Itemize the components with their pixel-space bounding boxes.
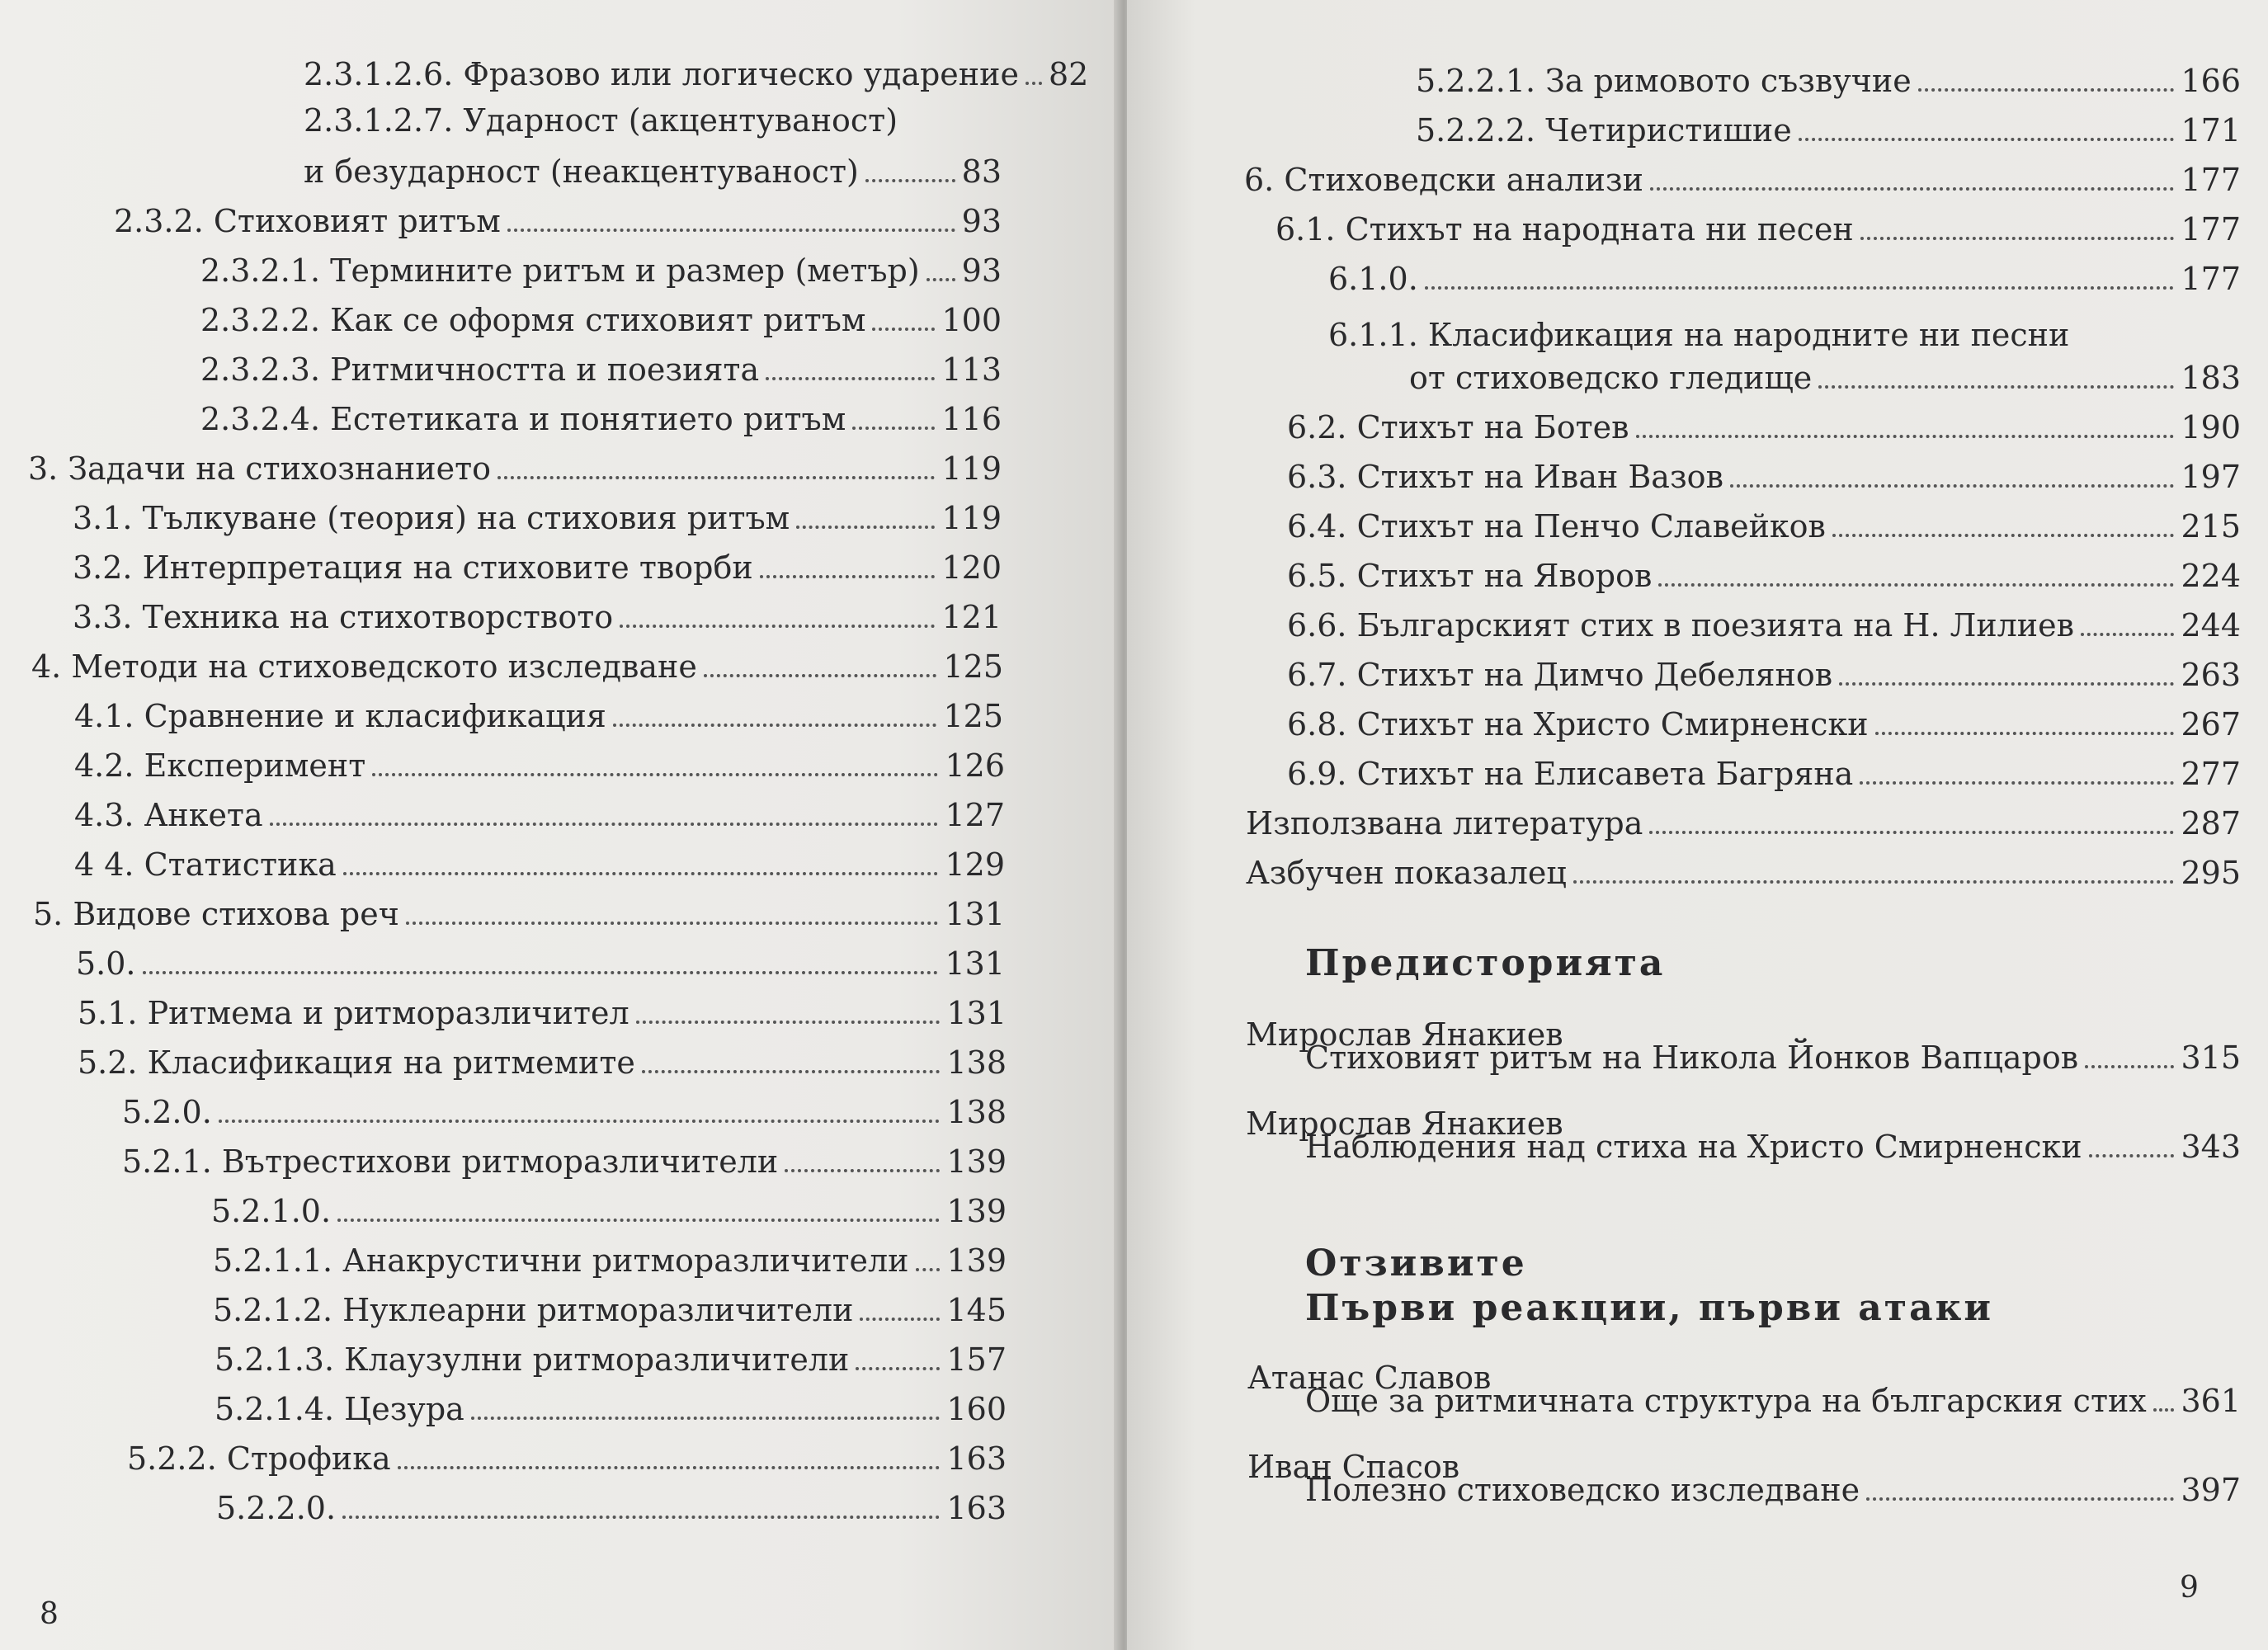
toc-entry — [200, 289, 1002, 338]
toc-entry-title: 5.2.1.3. Клаузулни ритморазличители — [215, 1341, 850, 1379]
toc-entry-page: 116 — [941, 401, 1002, 438]
leader-dots — [219, 1120, 941, 1123]
toc-entry-title: 2.3.2.3. Ритмичността и поезията — [200, 351, 760, 389]
toc-entry-page: 287 — [2181, 805, 2241, 842]
leader-dots — [2085, 1065, 2174, 1068]
leader-dots — [865, 179, 955, 182]
toc-entry-title: 4.1. Сравнение и класификация — [74, 698, 606, 735]
toc-entry — [1287, 396, 2241, 446]
toc-entry — [1287, 544, 2241, 594]
author-name: Атанас Славов — [1247, 1360, 1492, 1396]
toc-entry-page: 197 — [2181, 459, 2241, 496]
leader-dots — [337, 1219, 940, 1222]
toc-entry-page: 139 — [946, 1193, 1007, 1230]
toc-entry — [1287, 446, 2241, 495]
toc-entry-page: 315 — [2181, 1040, 2241, 1077]
toc-entry-page: 138 — [946, 1094, 1007, 1131]
toc-entry — [74, 685, 1003, 734]
leader-dots — [856, 1367, 940, 1370]
toc-entry-page: 138 — [946, 1044, 1007, 1082]
toc-entry — [1287, 742, 2241, 792]
leader-dots — [2089, 1154, 2175, 1157]
toc-entry-page: 277 — [2181, 756, 2241, 793]
toc-entry-page: 224 — [2181, 558, 2241, 595]
toc-entry-title: Полезно стиховедско изследване — [1305, 1472, 1860, 1509]
toc-entry-title: 3.3. Техника на стихотворството — [73, 599, 614, 636]
toc-entry — [1416, 50, 2241, 99]
toc-entry — [200, 239, 1002, 289]
toc-entry — [1287, 644, 2241, 693]
toc-entry-title: 5. Видове стихова реч — [33, 896, 399, 933]
leader-dots — [642, 1070, 941, 1073]
toc-entry — [1305, 1459, 2241, 1508]
toc-entry-page: 83 — [961, 153, 1002, 191]
toc-entry-title: Наблюдения над стиха на Христо Смирненски — [1305, 1129, 2082, 1166]
leader-dots — [2153, 1408, 2175, 1412]
toc-entry-title: 5.2.2.0. — [216, 1490, 337, 1527]
leader-dots — [766, 377, 935, 380]
leader-dots — [1658, 583, 2174, 587]
toc-entry — [28, 437, 1002, 487]
leader-dots — [497, 476, 935, 479]
leader-dots — [1730, 484, 2175, 488]
toc-entry-title: 2.3.1.2.7. Ударност (акцентуваност) — [304, 102, 898, 139]
toc-entry-title: 6. Стиховедски анализи — [1244, 162, 1643, 199]
toc-entry-title: 4. Методи на стиховедското изследване — [31, 648, 697, 686]
toc-entry — [213, 1279, 1007, 1328]
toc-entry-page: 215 — [2181, 508, 2241, 545]
leader-dots — [1839, 682, 2174, 686]
toc-entry-page: 131 — [946, 995, 1007, 1032]
toc-entry — [215, 1378, 1007, 1427]
author-name: Мирослав Янакиев — [1246, 1016, 1563, 1053]
toc-entry-title: 5.2. Класификация на ритмемите — [78, 1044, 635, 1082]
leader-dots — [342, 1516, 940, 1519]
leader-dots — [785, 1169, 940, 1172]
toc-entry-title: 6.2. Стихът на Ботев — [1287, 409, 1629, 446]
toc-entry-page: 139 — [946, 1242, 1007, 1280]
section-title-reviews: Отзивите — [1305, 1242, 1527, 1285]
toc-entry-title: 2.3.1.2.6. Фразово или логическо ударение — [304, 56, 1019, 93]
toc-entry-page: 93 — [961, 203, 1002, 240]
leader-dots — [1818, 385, 2174, 389]
toc-entry — [127, 1427, 1007, 1477]
toc-entry-page: 295 — [2181, 855, 2241, 892]
toc-entry-page: 244 — [2181, 607, 2241, 644]
toc-entry — [1246, 842, 2241, 891]
leader-dots — [1799, 138, 2175, 141]
toc-entry — [74, 833, 1005, 883]
toc-entry-title: 5.2.1. Вътрестихови ритморазличители — [122, 1143, 779, 1181]
toc-entry — [1305, 1026, 2241, 1076]
toc-entry-page: 361 — [2181, 1383, 2241, 1420]
leader-dots — [1860, 237, 2175, 240]
toc-entry-page: 171 — [2181, 112, 2241, 149]
toc-entry — [73, 487, 1002, 536]
toc-entry-page: 131 — [945, 945, 1005, 983]
toc-entry-title: 4.3. Анкета — [74, 797, 263, 834]
toc-entry-page: 126 — [945, 747, 1005, 785]
section-title-prehistory: Предисторията — [1305, 942, 1666, 984]
toc-entry-page: 82 — [1048, 56, 1089, 93]
toc-entry-title: 4.2. Експеримент — [74, 747, 366, 785]
leader-dots — [1636, 435, 2175, 438]
toc-entry-title: 6.4. Стихът на Пенчо Славейков — [1287, 508, 1826, 545]
toc-entry — [114, 190, 1002, 239]
leader-dots — [1832, 534, 2175, 537]
leader-dots — [398, 1466, 941, 1469]
toc-entry — [304, 140, 1002, 190]
toc-entry-page: 93 — [961, 252, 1002, 290]
toc-entry-title: 6.9. Стихът на Елисавета Багряна — [1287, 756, 1854, 793]
leader-dots — [1866, 1497, 2174, 1501]
toc-entry-title: 6.3. Стихът на Иван Вазов — [1287, 459, 1723, 496]
toc-entry — [122, 1130, 1007, 1180]
leader-dots — [507, 229, 955, 232]
leader-dots — [860, 1318, 940, 1321]
toc-entry — [1244, 148, 2241, 198]
leader-dots — [872, 328, 935, 331]
toc-entry-page: 190 — [2181, 409, 2241, 446]
toc-entry-page: 263 — [2181, 657, 2241, 694]
toc-entry-page: 120 — [941, 549, 1002, 587]
leader-dots — [2081, 633, 2174, 636]
toc-entry — [304, 43, 1089, 93]
toc-entry — [213, 1229, 1007, 1279]
toc-entry-title: от стиховедско гледище — [1409, 360, 1813, 397]
toc-entry-title: и безударност (неакцентуваност) — [304, 153, 859, 191]
author-name: Иван Спасов — [1247, 1449, 1460, 1485]
toc-entry-title: 4 4. Статистика — [74, 846, 337, 884]
leader-dots — [406, 922, 939, 925]
toc-entry — [1328, 248, 2241, 297]
toc-entry-page: 121 — [941, 599, 1002, 636]
toc-entry-title: 3. Задачи на стихознанието — [28, 450, 492, 488]
toc-entry-title: 5.2.1.2. Нуклеарни ритморазличители — [213, 1292, 854, 1329]
toc-entry-page: 129 — [945, 846, 1005, 884]
toc-entry-page: 397 — [2181, 1472, 2241, 1509]
toc-entry-page: 177 — [2181, 261, 2241, 298]
toc-entry — [78, 982, 1007, 1031]
toc-entry — [211, 1180, 1007, 1229]
leader-dots — [1649, 831, 2174, 834]
leader-dots — [613, 724, 937, 727]
toc-entry — [1305, 1115, 2241, 1165]
toc-entry — [1287, 693, 2241, 742]
leader-dots — [1860, 781, 2174, 785]
toc-entry-page: 183 — [2181, 360, 2241, 397]
leader-dots — [852, 427, 935, 430]
toc-entry-page: 343 — [2181, 1129, 2241, 1166]
toc-entry — [1416, 99, 2241, 148]
leader-dots — [1650, 187, 2175, 191]
toc-entry-title: 5.2.2.1. За римовото съзвучие — [1416, 63, 1912, 100]
toc-entry-title: 5.2.1.1. Анакрустични ритморазличители — [213, 1242, 909, 1280]
toc-entry-title: 6.1.1. Класификация на народните ни песни — [1328, 317, 2070, 353]
leader-dots — [143, 971, 939, 974]
toc-entry-page: 145 — [946, 1292, 1007, 1329]
author-name: Мирослав Янакиев — [1246, 1106, 1563, 1142]
leader-dots — [1026, 82, 1042, 85]
toc-entry-page: 177 — [2181, 211, 2241, 248]
toc-entry-page: 125 — [943, 648, 1003, 686]
toc-entry-page: 166 — [2181, 63, 2241, 100]
toc-entry-title: 5.2.2. Строфика — [127, 1440, 391, 1478]
toc-entry — [73, 536, 1002, 586]
toc-entry — [200, 338, 1002, 388]
toc-entry — [78, 1031, 1007, 1081]
toc-entry-title: Азбучен показалец — [1246, 855, 1567, 892]
leader-dots — [270, 823, 939, 826]
toc-entry-page: 113 — [941, 351, 1002, 389]
toc-entry — [200, 388, 1002, 437]
toc-entry — [76, 932, 1005, 982]
toc-entry-title: 2.3.2.4. Естетиката и понятието ритъм — [200, 401, 846, 438]
leader-dots — [471, 1417, 941, 1420]
toc-entry — [33, 883, 1005, 932]
toc-entry — [1409, 346, 2241, 396]
leader-dots — [760, 575, 936, 578]
toc-entry — [216, 1477, 1007, 1526]
toc-entry-title: 2.3.2.2. Как се оформя стиховият ритъм — [200, 302, 866, 339]
toc-entry-title: 3.1. Тълкуване (теория) на стиховия ритъм — [73, 500, 790, 537]
toc-entry-page: 131 — [945, 896, 1005, 933]
leader-dots — [796, 526, 935, 529]
page-number-right: 9 — [2180, 1571, 2199, 1605]
toc-entry-page: 119 — [941, 450, 1002, 488]
toc-entry-title: 6.6. Българският стих в поезията на Н. Лилиев — [1287, 607, 2074, 644]
toc-entry-title: 5.1. Ритмема и ритморазличител — [78, 995, 629, 1032]
toc-entry-title: 6.5. Стихът на Яворов — [1287, 558, 1653, 595]
page-number-left: 8 — [40, 1597, 59, 1631]
toc-entry — [1275, 198, 2241, 248]
leader-dots — [1573, 880, 2175, 884]
toc-entry-page: 127 — [945, 797, 1005, 834]
toc-entry-page: 267 — [2181, 706, 2241, 743]
toc-entry-title: 6.7. Стихът на Димчо Дебелянов — [1287, 657, 1833, 694]
toc-entry-title: 3.2. Интерпретация на стиховите творби — [73, 549, 753, 587]
toc-entry-title: 5.2.0. — [122, 1094, 212, 1131]
leader-dots — [372, 773, 938, 776]
toc-entry — [1287, 495, 2241, 544]
toc-entry-title: Още за ритмичната структура на българския стих — [1305, 1383, 2147, 1420]
toc-entry-page: 139 — [946, 1143, 1007, 1181]
leader-dots — [343, 872, 939, 875]
toc-entry-page: 100 — [941, 302, 1002, 339]
section-subtitle-reviews: Първи реакции, първи атаки — [1305, 1287, 1993, 1329]
toc-entry-title: 5.0. — [76, 945, 136, 983]
toc-entry-title: Използвана литература — [1246, 805, 1643, 842]
toc-entry-title: 5.2.2.2. Четиристишие — [1416, 112, 1792, 149]
toc-entry — [1305, 1370, 2241, 1419]
toc-entry — [74, 784, 1005, 833]
toc-entry-title: 2.3.2. Стиховият ритъм — [114, 203, 501, 240]
toc-entry-title: 5.2.1.4. Цезура — [215, 1391, 464, 1428]
toc-entry — [74, 734, 1005, 784]
toc-entry-title: 6.8. Стихът на Христо Смирненски — [1287, 706, 1869, 743]
toc-entry-page: 163 — [946, 1490, 1007, 1527]
leader-dots — [1875, 732, 2175, 735]
toc-entry-page: 163 — [946, 1440, 1007, 1478]
leader-dots — [1918, 88, 2175, 92]
toc-entry-title: 6.1.0. — [1328, 261, 1418, 298]
toc-entry-title: 6.1. Стихът на народната ни песен — [1275, 211, 1854, 248]
toc-entry — [1287, 594, 2241, 644]
leader-dots — [927, 278, 955, 281]
toc-entry — [122, 1081, 1007, 1130]
toc-entry-page: 125 — [943, 698, 1003, 735]
toc-entry-page: 119 — [941, 500, 1002, 537]
toc-entry-page: 157 — [946, 1341, 1007, 1379]
leader-dots — [916, 1268, 941, 1271]
leader-dots — [1425, 286, 2175, 290]
leader-dots — [636, 1021, 941, 1024]
toc-entry-page: 160 — [946, 1391, 1007, 1428]
toc-entry — [1246, 792, 2241, 842]
leader-dots — [620, 625, 935, 628]
leader-dots — [704, 674, 937, 677]
toc-entry-title: Стиховият ритъм на Никола Йонков Вапцаров — [1305, 1040, 2079, 1077]
toc-entry — [31, 635, 1003, 685]
toc-entry — [215, 1328, 1007, 1378]
toc-entry-title: 5.2.1.0. — [211, 1193, 332, 1230]
toc-entry — [73, 586, 1002, 635]
toc-entry-title: 2.3.2.1. Термините ритъм и размер (метър) — [200, 252, 920, 290]
toc-entry-page: 177 — [2181, 162, 2241, 199]
